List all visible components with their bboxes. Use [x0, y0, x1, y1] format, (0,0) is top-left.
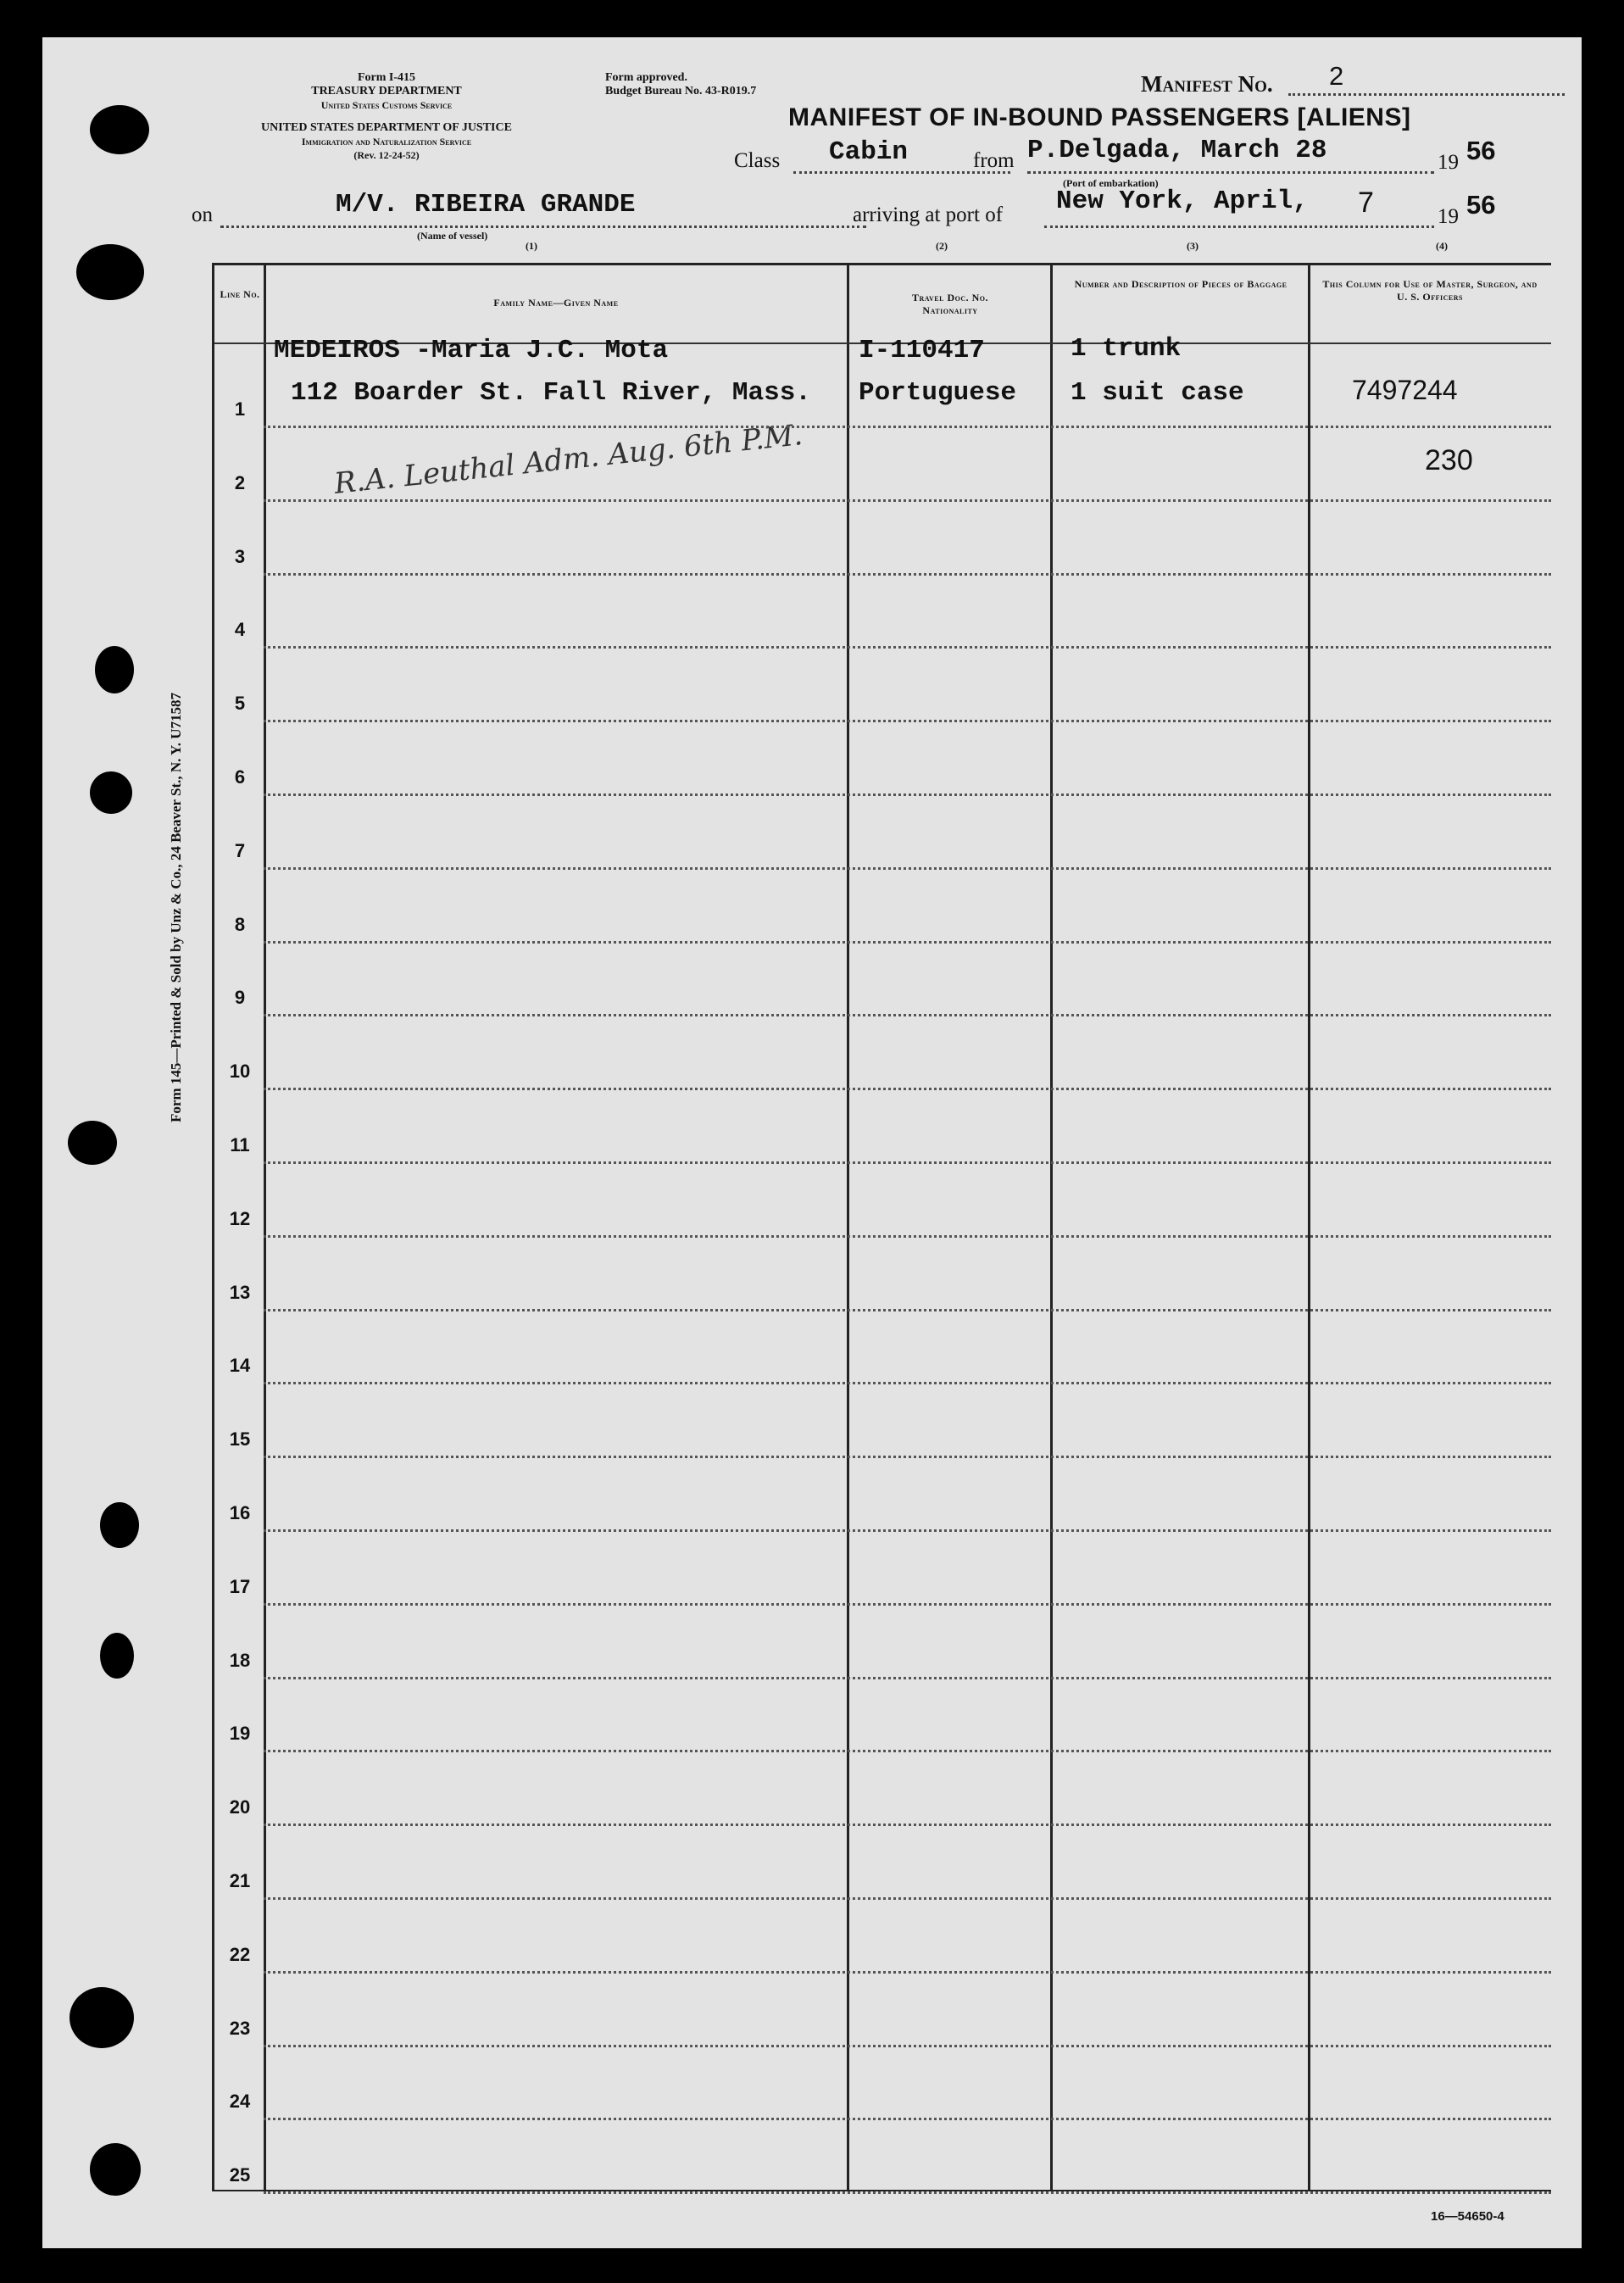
entry-officer-note: 230 — [1425, 444, 1473, 476]
row-rule — [264, 1603, 1551, 1606]
line-number: 21 — [229, 1870, 251, 1891]
col3-num: (3) — [1187, 240, 1199, 252]
row-rule — [264, 1750, 1551, 1752]
entry-nationality: Portuguese — [859, 378, 1017, 408]
vessel-caption: (Name of vessel) — [417, 230, 488, 242]
row-rule — [264, 1014, 1551, 1016]
printer-imprint: Form 145—Printed & Sold by Unz & Co., 24 Beaver St., N. Y. U71587 — [168, 693, 184, 1122]
handwritten-annotation: R.A. Leuthal Adm. Aug. 6th P.M. — [332, 418, 804, 501]
punch-hole — [100, 1502, 139, 1548]
col-header-line-no: Line No. — [220, 288, 260, 300]
row-rule — [264, 2118, 1551, 2120]
row-rule — [264, 1824, 1551, 1826]
line-number: 18 — [229, 1649, 251, 1671]
line-number: 25 — [229, 2164, 251, 2186]
entry-baggage-1: 1 trunk — [1071, 334, 1182, 364]
punch-hole — [90, 105, 149, 154]
budget-bureau: Budget Bureau No. 43-R019.7 — [605, 85, 757, 97]
line-number: 19 — [229, 1723, 251, 1745]
punch-hole — [90, 771, 132, 814]
justice-dept: UNITED STATES DEPARTMENT OF JUSTICE — [261, 121, 512, 134]
line-number: 14 — [229, 1355, 251, 1377]
line-number: 6 — [234, 766, 246, 788]
ins-service: Immigration and Naturalization Service — [301, 136, 472, 148]
from-value: P.Delgada, March 28 — [1027, 136, 1327, 165]
row-rule — [264, 941, 1551, 944]
line-number: 7 — [234, 839, 246, 861]
row-rule — [264, 1677, 1551, 1679]
vessel-name: M/V. RIBEIRA GRANDE — [336, 190, 636, 220]
treasury-dept: TREASURY DEPARTMENT — [311, 85, 462, 97]
row-rule — [264, 646, 1551, 649]
row-rule — [264, 793, 1551, 796]
row-rule — [264, 573, 1551, 576]
year-prefix-1: 19 — [1438, 151, 1459, 174]
line-number: 16 — [229, 1502, 251, 1523]
line-number: 20 — [229, 1796, 251, 1818]
line-number: 23 — [229, 2017, 251, 2039]
row-rule — [264, 1971, 1551, 1974]
line-number: 2 — [234, 471, 246, 493]
arriving-label: arriving at port of — [853, 203, 1004, 226]
customs-service: United States Customs Service — [320, 99, 453, 111]
line-number: 1 — [234, 398, 246, 420]
row-rule — [264, 1309, 1551, 1311]
line-number: 4 — [234, 619, 246, 641]
row-rule — [264, 426, 1551, 428]
row-rule — [264, 1235, 1551, 1238]
col4-num: (4) — [1436, 240, 1448, 252]
row-rule — [264, 867, 1551, 870]
line-number: 10 — [229, 1061, 251, 1083]
row-rule — [264, 1161, 1551, 1164]
row-rule — [264, 1382, 1551, 1384]
col-header-travel-doc: Travel Doc. No. Nationality — [911, 292, 989, 316]
arriving-port: New York, April, — [1056, 187, 1309, 216]
manifest-no-value: 2 — [1329, 61, 1344, 91]
arriving-day: 7 — [1358, 187, 1374, 219]
year-suffix-2: 56 — [1466, 190, 1496, 220]
form-number: Form I-415 — [357, 71, 416, 84]
footer-code: 16—54650-4 — [1431, 2209, 1504, 2224]
line-number: 24 — [229, 2091, 251, 2113]
punch-hole — [90, 2143, 141, 2196]
row-rule — [264, 1529, 1551, 1532]
entry-officer-no: 7497244 — [1352, 375, 1458, 405]
punch-hole — [70, 1987, 134, 2048]
class-label: Class — [734, 149, 781, 172]
year-suffix-1: 56 — [1466, 136, 1496, 165]
col2-num: (2) — [936, 240, 948, 252]
punch-hole — [95, 646, 134, 693]
col-header-baggage: Number and Description of Pieces of Baggage — [1074, 278, 1288, 290]
form-approved: Form approved. — [605, 71, 687, 84]
punch-hole — [100, 1633, 134, 1679]
row-rule — [264, 2191, 1551, 2194]
manifest-table — [214, 263, 1551, 2191]
line-number: 9 — [234, 987, 246, 1009]
line-number: 12 — [229, 1207, 251, 1229]
row-rule — [264, 499, 1551, 502]
col-header-name: Family Name—Given Name — [493, 297, 619, 309]
line-number: 3 — [234, 545, 246, 567]
manifest-no-label: Manifest No. — [1141, 71, 1273, 97]
entry-address: 112 Boarder St. Fall River, Mass. — [291, 378, 811, 408]
port-embarkation-caption: (Port of embarkation) — [1063, 177, 1159, 189]
line-number: 15 — [229, 1428, 251, 1451]
form-title: MANIFEST OF IN-BOUND PASSENGERS [ALIENS] — [788, 103, 1411, 131]
revision-date: (Rev. 12-24-52) — [353, 149, 420, 161]
manifest-sheet — [42, 37, 1582, 2248]
line-number: 17 — [229, 1575, 251, 1597]
punch-hole — [76, 244, 144, 300]
line-number: 22 — [229, 1943, 251, 1965]
row-rule — [264, 2045, 1551, 2047]
line-number: 11 — [230, 1134, 250, 1155]
row-rule — [264, 1088, 1551, 1090]
col-header-officers: This Column for Use of Master, Surgeon, and U. S. Officers — [1322, 278, 1538, 303]
vessel-column-num: (1) — [526, 240, 537, 252]
line-number: 5 — [234, 693, 246, 715]
row-rule — [264, 1897, 1551, 1900]
from-label: from — [973, 149, 1015, 172]
line-number: 13 — [229, 1281, 251, 1303]
row-rule — [264, 720, 1551, 722]
punch-hole — [68, 1121, 117, 1165]
row-rule — [264, 1456, 1551, 1458]
entry-doc-no: I-110417 — [859, 336, 985, 365]
entry-baggage-2: 1 suit case — [1071, 378, 1244, 408]
class-value: Cabin — [829, 137, 909, 167]
year-prefix-2: 19 — [1438, 205, 1459, 228]
line-number: 8 — [234, 913, 246, 935]
on-label: on — [192, 203, 213, 226]
entry-name: MEDEIROS -Maria J.C. Mota — [274, 336, 669, 365]
